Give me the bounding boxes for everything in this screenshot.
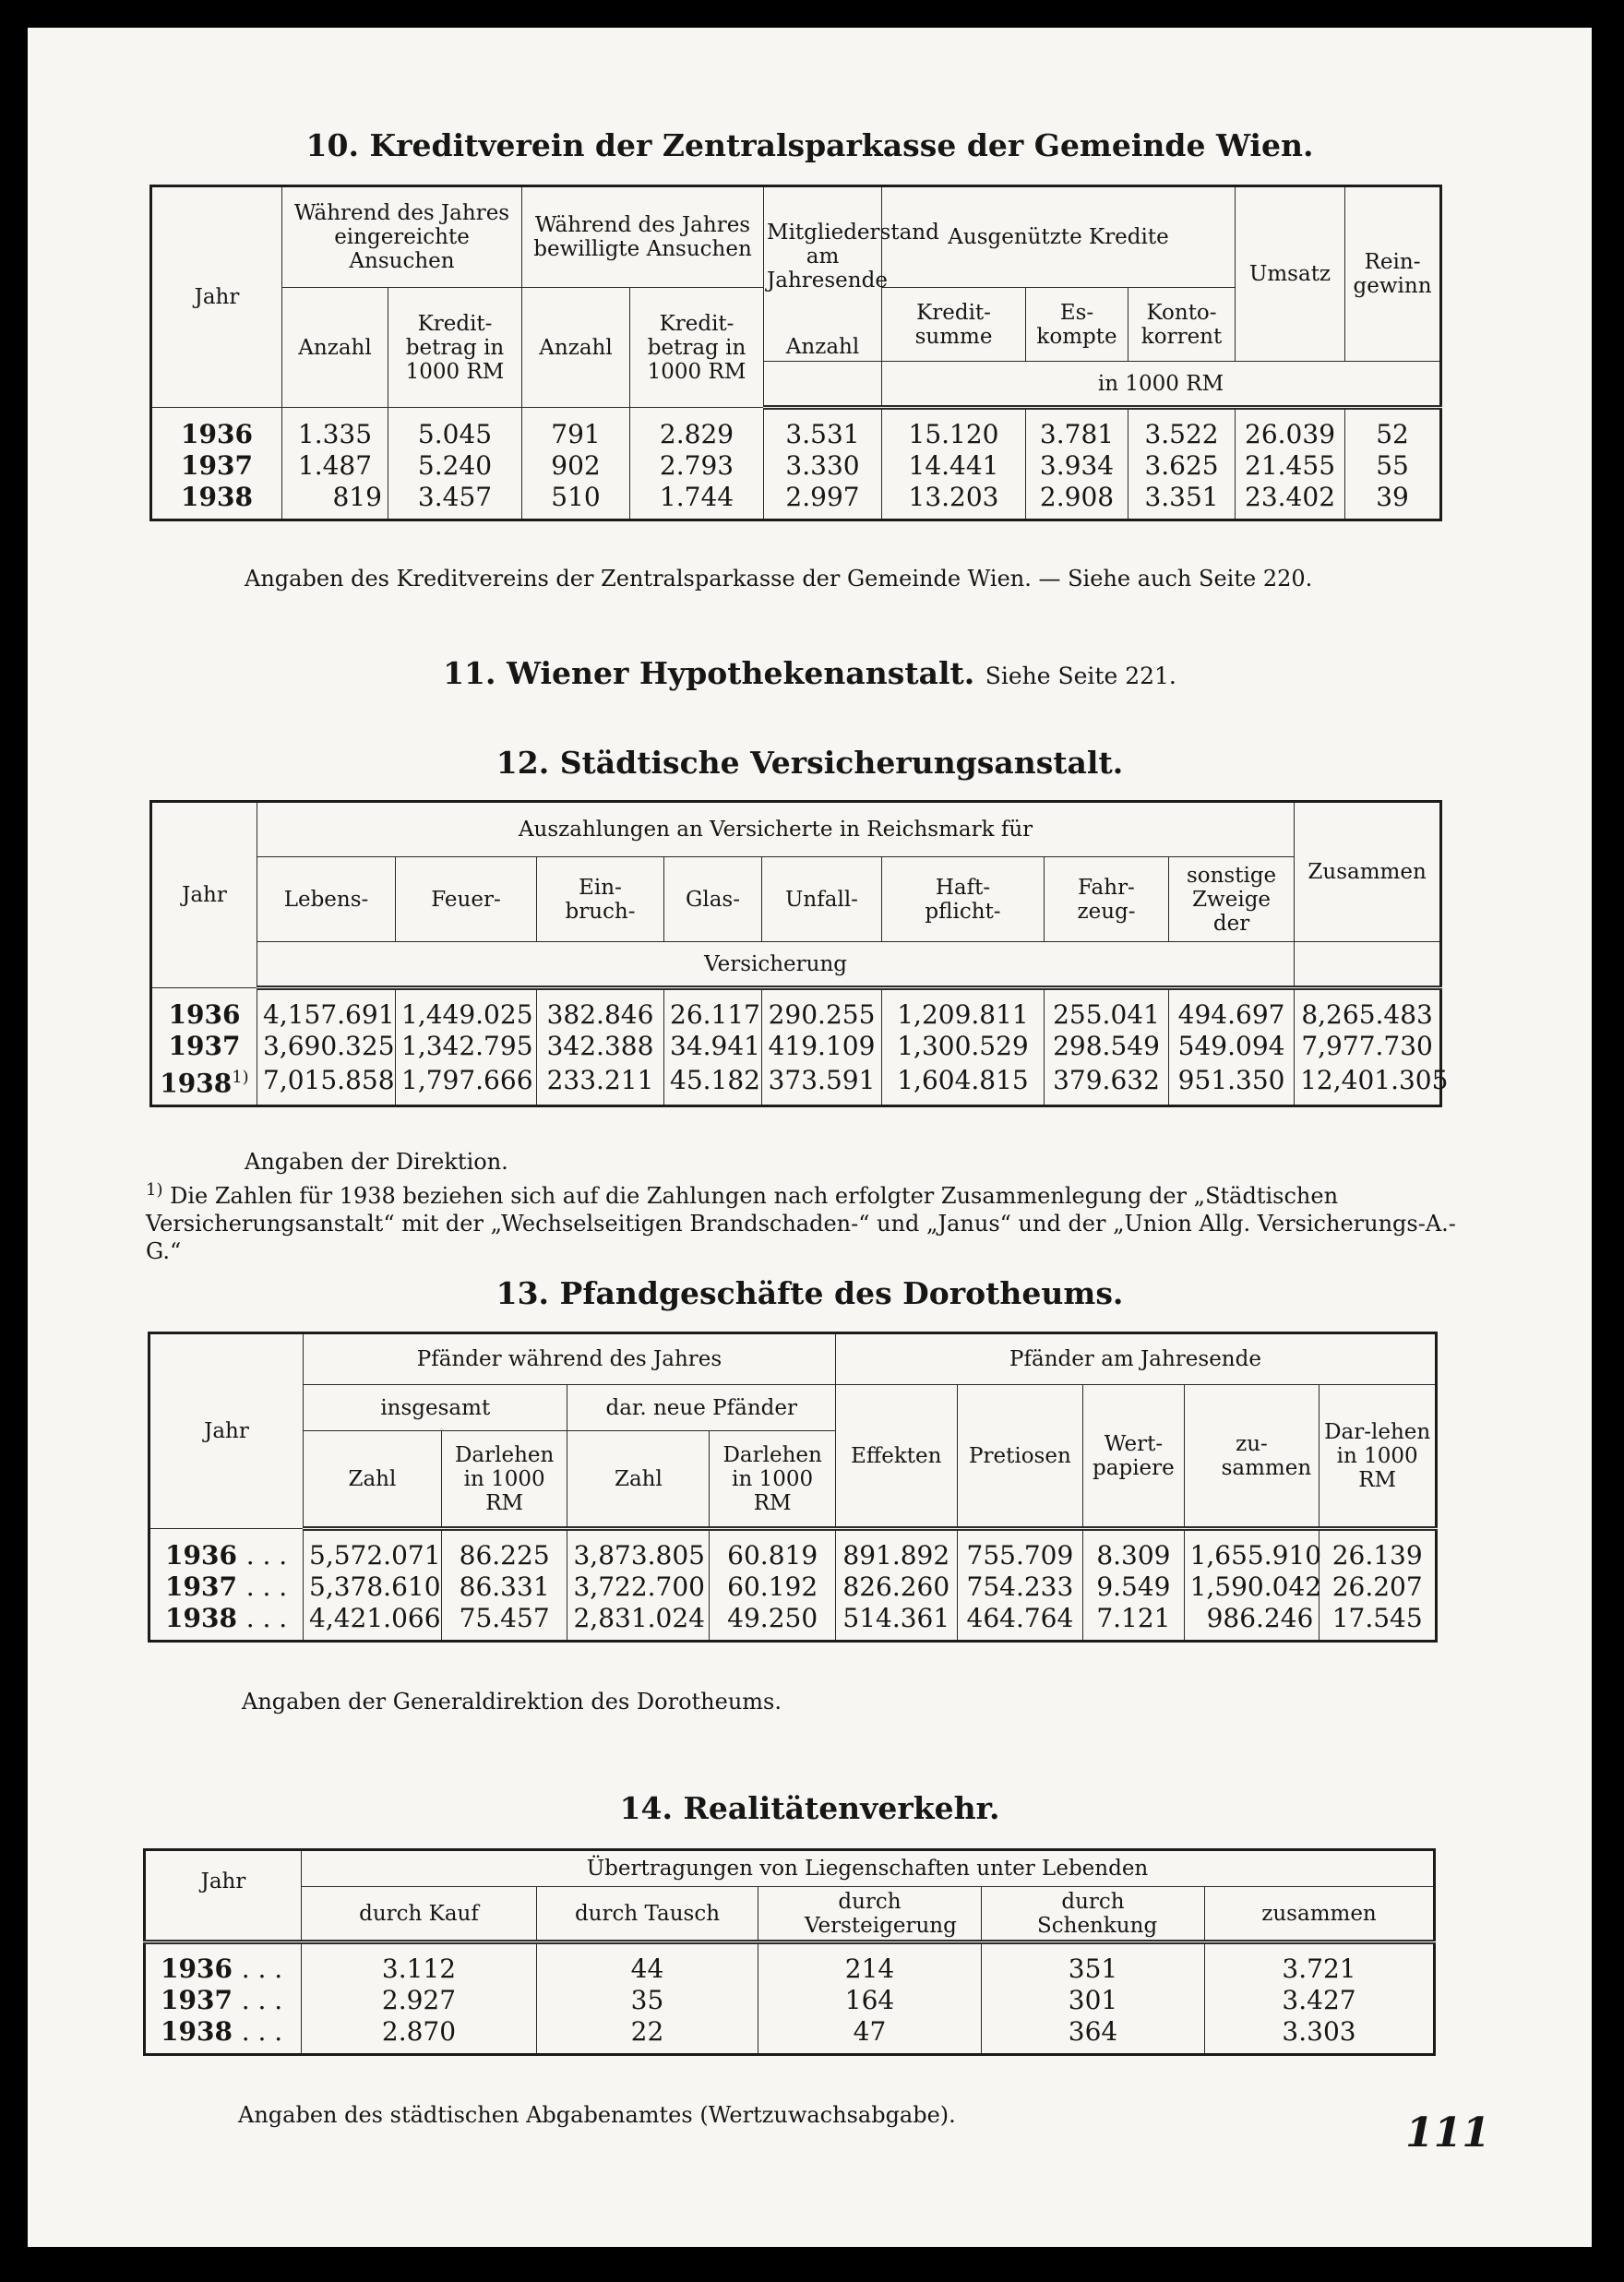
- table-cell: 214: [758, 1948, 982, 1985]
- table-cell: 1.335: [282, 413, 388, 450]
- table-cell: 3.351: [1128, 482, 1236, 520]
- table-row: [151, 1062, 1441, 1106]
- header-insgesamt: insgesamt: [304, 1385, 567, 1431]
- table-cell: 255.041: [1045, 994, 1169, 1031]
- table-cell: 39: [1345, 482, 1441, 520]
- header-zusammen: zu-sammen: [1184, 1385, 1320, 1529]
- header-auszahlungen: Auszahlungen an Versicherte in Reichsmark für: [257, 802, 1295, 857]
- header-bewilligt: Während des Jahres bewilligte Ansuchen: [522, 186, 764, 288]
- heading-hypothekenanstalt-note: Siehe Seite 221.: [985, 663, 1176, 689]
- header-darlehen-1: Darlehen in 1000 RM: [441, 1431, 567, 1529]
- table-cell: 1937: [165, 1571, 237, 1602]
- table-cell: 373.591: [762, 1062, 882, 1106]
- table-row: [151, 994, 1441, 1031]
- table-cell: 5.240: [388, 450, 522, 482]
- table-row: [151, 482, 1441, 520]
- table-cell: 49.250: [710, 1603, 836, 1642]
- table-cell: 419.109: [762, 1031, 882, 1062]
- table-cell: 3,873.805: [567, 1535, 710, 1571]
- table-cell: 26.117: [664, 994, 762, 1031]
- table-cell: 22: [537, 2016, 758, 2055]
- header-darlehen-ende: Dar-lehen in 1000 RM: [1320, 1385, 1437, 1529]
- table-cell: 3.934: [1026, 450, 1128, 482]
- table-cell: 2.793: [630, 450, 764, 482]
- header-jahr: Jahr: [151, 802, 257, 988]
- table-cell: 17.545: [1320, 1603, 1437, 1642]
- header-zahl-1: Zahl: [304, 1431, 442, 1529]
- heading-kreditverein: 10. Kreditverein der Zentralsparkasse der Gemeinde Wien.: [305, 127, 1314, 163]
- header-zusammen: zusammen: [1205, 1887, 1435, 1942]
- table-cell: 3,722.700: [567, 1571, 710, 1603]
- source-dorotheum: Angaben der Generaldirektion des Dorotheums.: [242, 1689, 782, 1714]
- header-unfall: Unfall-: [762, 857, 882, 942]
- table-dorotheum: [148, 1332, 1438, 1643]
- table-cell: 1936: [151, 994, 257, 1031]
- page-number: 111: [1405, 2109, 1490, 2157]
- table-cell: 494.697: [1169, 994, 1295, 1031]
- header-einbruch: Ein-bruch-: [537, 857, 664, 942]
- table-cell: 34.941: [664, 1031, 762, 1062]
- table-cell: . . .: [241, 1953, 283, 1984]
- table-cell: 3.721: [1205, 1948, 1435, 1985]
- table-cell: 1938: [161, 2016, 233, 2047]
- header-glas: Glas-: [664, 857, 762, 942]
- heading-versicherungsanstalt: 12. Städtische Versicherungsanstalt.: [496, 745, 1124, 781]
- header-eskompte: Es-kompte: [1026, 288, 1128, 362]
- header-anzahl-3: Anzahl: [764, 325, 882, 371]
- table-cell: . . .: [245, 1603, 288, 1633]
- header-kauf: durch Kauf: [302, 1887, 537, 1942]
- header-kreditbetrag-2: Kredit-betrag in 1000 RM: [630, 288, 764, 408]
- table-cell: 1,449.025: [396, 994, 537, 1031]
- table-cell: 1,300.529: [882, 1031, 1045, 1062]
- table-cell: Die Zahlen für 1938 beziehen sich auf die Zahlungen nach erfolgter Zusammenlegung der „Städtischen Versicherungsanstalt“ mit der „Wechselseitigen Brandschaden-“ und „Janus“ und der „Union Allg. Versicherungs-A.-G.“: [146, 1183, 1456, 1264]
- header-kreditsumme: Kredit-summe: [882, 288, 1026, 362]
- table-cell: 14.441: [882, 450, 1026, 482]
- table-cell: 7.121: [1083, 1603, 1184, 1642]
- header-fahrzeug: Fahr-zeug-: [1045, 857, 1169, 942]
- table-cell: 3.112: [302, 1948, 537, 1985]
- table-cell: . . .: [241, 1985, 283, 2015]
- table-cell: 2.870: [302, 2016, 537, 2055]
- table-row: [145, 2016, 1435, 2055]
- table-cell: 951.350: [1169, 1062, 1295, 1106]
- header-wertpapiere: Wert-papiere: [1083, 1385, 1184, 1529]
- header-kreditbetrag-1: Kredit-betrag in 1000 RM: [388, 288, 522, 408]
- header-umsatz: Umsatz: [1236, 186, 1345, 362]
- table-cell: 12,401.305: [1295, 1062, 1441, 1106]
- header-neue: dar. neue Pfänder: [567, 1385, 836, 1431]
- table-cell: 1,342.795: [396, 1031, 537, 1062]
- header-versteigerung: durch Versteigerung: [758, 1887, 982, 1942]
- table-cell: 1937: [151, 1031, 257, 1062]
- header-feuer: Feuer-: [396, 857, 537, 942]
- table-cell: 5,378.610: [304, 1571, 442, 1603]
- table-cell: 233.211: [537, 1062, 664, 1106]
- table-cell: 26.139: [1320, 1535, 1437, 1571]
- table-cell: 1937: [151, 450, 282, 482]
- source-kreditverein: Angaben des Kreditvereins der Zentralsparkasse der Gemeinde Wien. — Siehe auch Seite 220.: [245, 566, 1313, 591]
- table-cell: 3.522: [1128, 413, 1236, 450]
- header-pretiosen: Pretiosen: [957, 1385, 1083, 1529]
- table-cell: 986.246: [1184, 1603, 1320, 1642]
- table-cell: 1936: [165, 1540, 237, 1571]
- table-cell: . . .: [245, 1571, 288, 1602]
- table-cell: 1936: [161, 1953, 233, 1984]
- table-cell: 4,157.691: [257, 994, 396, 1031]
- header-waehrend: Pfänder während des Jahres: [304, 1333, 836, 1385]
- table-cell: 891.892: [836, 1535, 958, 1571]
- table-cell: 86.331: [441, 1571, 567, 1603]
- table-realitaetenverkehr: [143, 1848, 1436, 2056]
- table-cell: 379.632: [1045, 1062, 1169, 1106]
- table-cell: 3.457: [388, 482, 522, 520]
- header-anzahl-1: Anzahl: [282, 288, 388, 408]
- table-cell: 510: [522, 482, 630, 520]
- table-cell: 1938: [151, 482, 282, 520]
- table-cell: . . .: [245, 1540, 288, 1571]
- table-cell: 86.225: [441, 1535, 567, 1571]
- table-cell: 2.997: [764, 482, 882, 520]
- table-cell: 52: [1345, 413, 1441, 450]
- header-jahr: Jahr: [151, 186, 282, 408]
- table-cell: 342.388: [537, 1031, 664, 1062]
- header-jahr: Jahr: [145, 1850, 302, 1942]
- table-cell: 2.908: [1026, 482, 1128, 520]
- table-cell: 1,209.811: [882, 994, 1045, 1031]
- table-cell: 2,831.024: [567, 1603, 710, 1642]
- table-cell: 791: [522, 413, 630, 450]
- source-versicherungsanstalt: Angaben der Direktion.: [245, 1149, 508, 1175]
- header-schenkung: durch Schenkung: [982, 1887, 1205, 1942]
- table-cell: 45.182: [664, 1062, 762, 1106]
- table-cell: 1,797.666: [396, 1062, 537, 1106]
- table-cell: 35: [537, 1985, 758, 2016]
- header-darlehen-2: Darlehen in 1000 RM: [710, 1431, 836, 1529]
- table-cell: 44: [537, 1948, 758, 1985]
- table-cell: 549.094: [1169, 1031, 1295, 1062]
- table-cell: 26.207: [1320, 1571, 1437, 1603]
- header-zusammen-blank: [1295, 942, 1441, 988]
- table-row: [151, 1031, 1441, 1062]
- header-kredite: Ausgenützte Kredite: [882, 186, 1236, 288]
- table-cell: 7,977.730: [1295, 1031, 1441, 1062]
- table-cell: 1,590.042: [1184, 1571, 1320, 1603]
- table-row: [149, 1535, 1437, 1571]
- table-cell: 13.203: [882, 482, 1026, 520]
- header-unit: in 1000 RM: [882, 362, 1441, 408]
- table-cell: 826.260: [836, 1571, 958, 1603]
- header-zahl-2: Zahl: [567, 1431, 710, 1529]
- table-cell: 3.427: [1205, 1985, 1435, 2016]
- heading-hypothekenanstalt-title: 11. Wiener Hypothekenanstalt.: [443, 655, 975, 691]
- table-cell: . . .: [241, 2016, 283, 2047]
- table-row: [151, 413, 1441, 450]
- table-cell: 298.549: [1045, 1031, 1169, 1062]
- table-cell: 1.744: [630, 482, 764, 520]
- table-cell: 60.192: [710, 1571, 836, 1603]
- table-cell: 3.781: [1026, 413, 1128, 450]
- source-realitaetenverkehr: Angaben des städtischen Abgabenamtes (Wertzuwachsabgabe).: [238, 2102, 956, 2128]
- header-mitglieder: Mitgliederstand am Jahresende: [764, 186, 882, 362]
- header-sonstige: sonstige Zweige der: [1169, 857, 1295, 942]
- table-cell: 5,572.071: [304, 1535, 442, 1571]
- table-cell: 514.361: [836, 1603, 958, 1642]
- table-row: [149, 1571, 1437, 1603]
- table-cell: 26.039: [1236, 413, 1345, 450]
- header-eingereicht: Während des Jahres eingereichte Ansuchen: [282, 186, 522, 288]
- header-uebertragungen: Übertragungen von Liegenschaften unter Lebenden: [302, 1850, 1435, 1887]
- table-cell: 819: [282, 482, 388, 520]
- footnote-versicherungsanstalt: [146, 1177, 1456, 1265]
- table-cell: 1,655.910: [1184, 1535, 1320, 1571]
- table-row: [149, 1603, 1437, 1642]
- table-cell: 755.709: [957, 1535, 1083, 1571]
- table-cell: 8.309: [1083, 1535, 1184, 1571]
- table-cell: 3,690.325: [257, 1031, 396, 1062]
- table-cell: 301: [982, 1985, 1205, 2016]
- table-cell: 1): [232, 1068, 249, 1087]
- table-cell: 1): [146, 1180, 163, 1200]
- table-cell: 3.531: [764, 413, 882, 450]
- table-row: [145, 1985, 1435, 2016]
- table-cell: 60.819: [710, 1535, 836, 1571]
- table-cell: 1938: [165, 1603, 237, 1633]
- table-cell: 4,421.066: [304, 1603, 442, 1642]
- table-cell: 464.764: [957, 1603, 1083, 1642]
- header-versicherung: Versicherung: [257, 942, 1295, 988]
- page: [28, 28, 1592, 2247]
- table-cell: 754.233: [957, 1571, 1083, 1603]
- header-tausch: durch Tausch: [537, 1887, 758, 1942]
- table-cell: 2.927: [302, 1985, 537, 2016]
- table-cell: 7,015.858: [257, 1062, 396, 1106]
- table-cell: 9.549: [1083, 1571, 1184, 1603]
- table-cell: 1.487: [282, 450, 388, 482]
- table-cell: 55: [1345, 450, 1441, 482]
- table-row: [151, 450, 1441, 482]
- table-row: [145, 1948, 1435, 1985]
- table-cell: 3.625: [1128, 450, 1236, 482]
- table-cell: 902: [522, 450, 630, 482]
- table-cell: 75.457: [441, 1603, 567, 1642]
- table-cell: 3.330: [764, 450, 882, 482]
- table-versicherungsanstalt: [149, 800, 1449, 1107]
- header-kontokorrent: Konto-korrent: [1128, 288, 1236, 362]
- header-reingewinn: Rein-gewinn: [1345, 186, 1441, 362]
- header-jahr: Jahr: [149, 1333, 304, 1529]
- table-cell: 164: [758, 1985, 982, 2016]
- header-zusammen: Zusammen: [1295, 802, 1441, 942]
- table-cell: 382.846: [537, 994, 664, 1031]
- table-cell: 1,604.815: [882, 1062, 1045, 1106]
- table-cell: 351: [982, 1948, 1205, 1985]
- header-effekten: Effekten: [836, 1385, 958, 1529]
- header-jahresende: Pfänder am Jahresende: [836, 1333, 1437, 1385]
- table-cell: 364: [982, 2016, 1205, 2055]
- table-cell: 290.255: [762, 994, 882, 1031]
- heading-realitaetenverkehr: 14. Realitätenverkehr.: [619, 1790, 1000, 1826]
- table-cell: 21.455: [1236, 450, 1345, 482]
- header-lebens: Lebens-: [257, 857, 396, 942]
- table-cell: 2.829: [630, 413, 764, 450]
- header-haftpflicht: Haft-pflicht-: [882, 857, 1045, 942]
- heading-hypothekenanstalt: [28, 655, 1592, 691]
- table-cell: 5.045: [388, 413, 522, 450]
- table-cell: 1938: [160, 1068, 233, 1099]
- table-cell: 1937: [161, 1985, 233, 2015]
- header-anzahl-2: Anzahl: [522, 288, 630, 408]
- table-kreditverein: [149, 185, 1442, 521]
- heading-dorotheum: 13. Pfandgeschäfte des Dorotheums.: [496, 1275, 1124, 1311]
- table-cell: 8,265.483: [1295, 994, 1441, 1031]
- table-cell: 23.402: [1236, 482, 1345, 520]
- table-cell: 47: [758, 2016, 982, 2055]
- table-cell: 15.120: [882, 413, 1026, 450]
- table-cell: 1936: [151, 413, 282, 450]
- table-cell: 3.303: [1205, 2016, 1435, 2055]
